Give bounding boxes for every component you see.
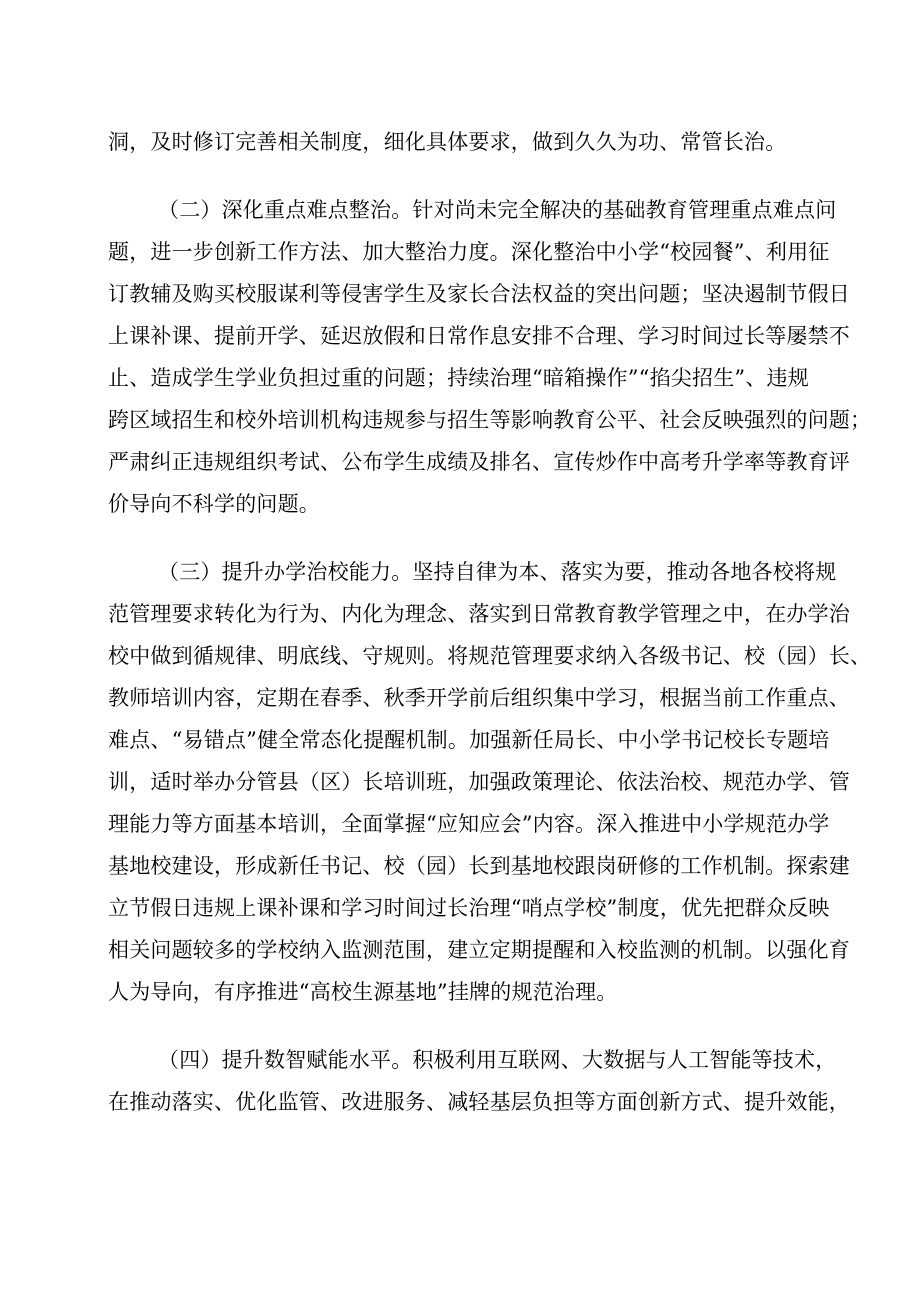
text-line: 训，适时举办分管县（区）长培训班，加强政策理论、依法治校、规范办学、管 — [108, 770, 850, 794]
text-line: 订教辅及购买校服谋利等侵害学生及家长合法权益的突出问题；坚决遏制节假日 — [108, 282, 850, 306]
text-line: 理能力等方面基本培训，全面掌握“应知应会”内容。深入推进中小学规范办学 — [108, 812, 830, 836]
text-line: 相关问题较多的学校纳入监测范围，建立定期提醒和入校监测的机制。以强化育 — [108, 938, 850, 962]
section-heading-line: （二）深化重点难点整治。针对尚未完全解决的基础教育管理重点难点问 — [158, 198, 837, 222]
paragraph-section-3 — [108, 551, 872, 1013]
text-line: 严肃纠正违规组织考试、公布学生成绩及排名、宣传炒作中高考升学率等教育评 — [108, 450, 850, 474]
text-line: 止、造成学生学业负担过重的问题；持续治理“暗箱操作”“掐尖招生”、违规 — [108, 366, 809, 390]
text-line: 上课补课、提前开学、延迟放假和日常作息安排不合理、学习时间过长等屡禁不 — [108, 324, 850, 348]
text-line: 在推动落实、优化监管、改进服务、减轻基层负担等方面创新方式、提升效能， — [108, 1090, 850, 1114]
text-line: 范管理要求转化为行为、内化为理念、落实到日常教育教学管理之中，在办学治 — [108, 602, 850, 626]
document-body — [108, 121, 872, 1123]
text-line: 题，进一步创新工作方法、加大整治力度。深化整治中小学“校园餐”、利用征 — [108, 240, 830, 264]
paragraph-continuation — [108, 121, 828, 163]
section-heading-line: （三）提升办学治校能力。坚持自律为本、落实为要，推动各地各校将规 — [158, 560, 837, 584]
text-line: 人为导向，有序推进“高校生源基地”挂牌的规范治理。 — [108, 980, 618, 1004]
text-line: 立节假日违规上课补课和学习时间过长治理“哨点学校”制度，优先把群众反映 — [108, 896, 830, 920]
paragraph-gap — [108, 525, 828, 551]
text-line: 校中做到循规律、明底线、守规则。将规范管理要求纳入各级书记、校（园）长、 — [108, 644, 872, 668]
section-heading-line: （四）提升数智赋能水平。积极利用互联网、大数据与人工智能等技术， — [158, 1048, 837, 1072]
text-line: 难点、“易错点”健全常态化提醒机制。加强新任局长、中小学书记校长专题培 — [108, 728, 830, 752]
paragraph-gap — [108, 163, 828, 189]
text-line: 价导向不科学的问题。 — [108, 492, 320, 516]
text-line: 基地校建设，形成新任书记、校（园）长到基地校跟岗研修的工作机制。探索建 — [108, 854, 850, 878]
text-line: 跨区域招生和校外培训机构违规参与招生等影响教育公平、社会反映强烈的问题； — [108, 408, 872, 432]
text-line: 教师培训内容，定期在春季、秋季开学前后组织集中学习，根据当前工作重点、 — [108, 686, 850, 710]
text-line: 洞，及时修订完善相关制度，细化具体要求，做到久久为功、常管长治。 — [108, 130, 787, 154]
paragraph-gap — [108, 1013, 828, 1039]
paragraph-section-4 — [108, 1039, 850, 1123]
paragraph-section-2 — [108, 189, 872, 525]
